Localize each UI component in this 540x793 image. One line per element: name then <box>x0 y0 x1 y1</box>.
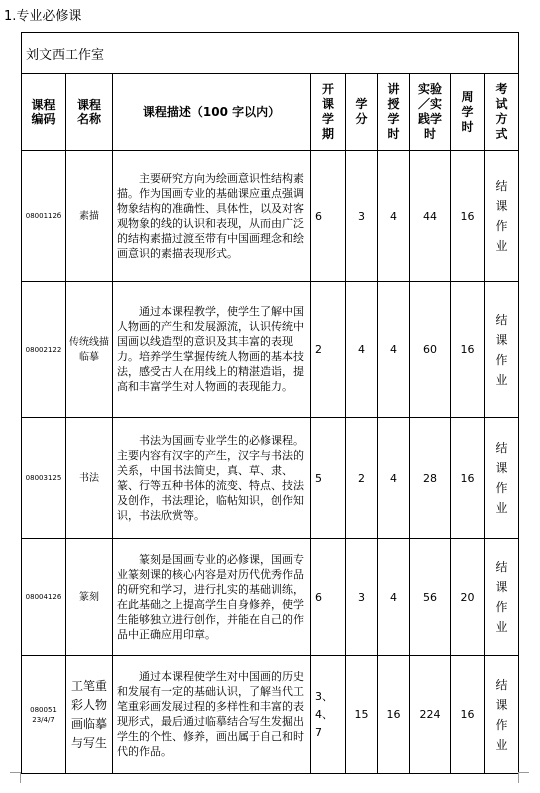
course-description: 书法为国画专业学生的必修课程。主要内容有汉字的产生，汉字与书法的关系，中国书法简史，真、草、隶、篆、行等五种书体的流变、特点、技法及创作，书法理论，临帖知识，创作知识，书法欣赏等。 <box>113 418 311 539</box>
course-code: 0800112б <box>22 151 66 282</box>
header-weeks: 周学时 <box>451 74 485 151</box>
course-lecture: 16 <box>378 656 410 774</box>
section-title: 1.专业必修课 <box>4 9 82 24</box>
course-lab: 224 <box>410 656 451 774</box>
header-lab-hours: 实验／实践学时 <box>410 74 451 151</box>
course-credit: 3 <box>346 151 378 282</box>
header-term: 开课学期 <box>311 74 346 151</box>
page-corner-mark-left <box>10 772 21 783</box>
course-name: 篆刻 <box>66 539 113 656</box>
course-lecture: 4 <box>378 539 410 656</box>
course-description: 通过本课程使学生对中国画的历史和发展有一定的基础认识，了解当代工笔重彩画发展过程的多样性和丰富的表现形式，最后通过临摹结合写生发掘出学生的个性、修养，画出属于自己和时代的作品。 <box>113 656 311 774</box>
course-name: 传统线描临摹 <box>66 282 113 418</box>
table-row <box>22 151 519 282</box>
course-code: 08003125 <box>22 418 66 539</box>
course-code: 08005123/4/7 <box>22 656 66 774</box>
table-row <box>22 418 519 539</box>
course-name: 素描 <box>66 151 113 282</box>
studio-row <box>22 33 519 74</box>
course-term: 5 <box>311 418 346 539</box>
course-name: 书法 <box>66 418 113 539</box>
course-credit: 4 <box>346 282 378 418</box>
header-name: 课程名称 <box>66 74 113 151</box>
course-lecture: 4 <box>378 282 410 418</box>
course-exam: 结课作业 <box>485 656 519 774</box>
course-lab: 44 <box>410 151 451 282</box>
course-term: 6 <box>311 539 346 656</box>
table-row <box>22 539 519 656</box>
table-row <box>22 656 519 774</box>
course-weeks: 20 <box>451 539 485 656</box>
course-credit: 15 <box>346 656 378 774</box>
header-row <box>22 74 519 151</box>
course-lab: 60 <box>410 282 451 418</box>
course-weeks: 16 <box>451 656 485 774</box>
course-description: 通过本课程教学，使学生了解中国人物画的产生和发展源流，认识传统中国画以线造型的意识及其丰富的表现力。培养学生掌握传统人物画的基本技法，感受古人在用线上的精湛造诣，提高和丰富学生对人物画的表现能力。 <box>113 282 311 418</box>
course-term: 2 <box>311 282 346 418</box>
course-lecture: 4 <box>378 418 410 539</box>
course-credit: 3 <box>346 539 378 656</box>
header-lecture-hours: 讲授学时 <box>378 74 410 151</box>
course-code: 08002122 <box>22 282 66 418</box>
header-credit: 学分 <box>346 74 378 151</box>
course-exam: 结课作业 <box>485 282 519 418</box>
course-weeks: 16 <box>451 151 485 282</box>
course-lab: 28 <box>410 418 451 539</box>
course-exam: 结课作业 <box>485 539 519 656</box>
table-row <box>22 282 519 418</box>
header-code: 课程编码 <box>22 74 66 151</box>
course-table <box>21 32 519 774</box>
studio-name: 刘文西工作室 <box>22 33 519 74</box>
page-corner-mark-right <box>518 772 529 783</box>
course-weeks: 16 <box>451 282 485 418</box>
course-lab: 56 <box>410 539 451 656</box>
course-description: 篆刻是国画专业的必修课，国画专业篆刻课的核心内容是对历代优秀作品的研究和学习，进行扎实的基础训练，在此基础之上提高学生自身修养，使学生能够独立进行创作，并能在自己的作品中正确应用印章。 <box>113 539 311 656</box>
header-exam: 考试方式 <box>485 74 519 151</box>
course-description: 主要研究方向为绘画意识性结构素描。作为国画专业的基础课应重点强调物象结构的准确性、具体性，以及对客观物象的线的认识和表现，从而由广泛的结构素描过渡至带有中国画理念和绘画意识的素描表现形式。 <box>113 151 311 282</box>
course-lecture: 4 <box>378 151 410 282</box>
course-credit: 2 <box>346 418 378 539</box>
course-code: 08004126 <box>22 539 66 656</box>
course-term: 6 <box>311 151 346 282</box>
header-description: 课程描述（100 字以内） <box>113 74 311 151</box>
course-weeks: 16 <box>451 418 485 539</box>
course-exam: 结课作业 <box>485 151 519 282</box>
course-name: 工笔重彩人物画临摹与写生 <box>66 656 113 774</box>
course-term: 3、4、7 <box>311 656 346 774</box>
course-exam: 结课作业 <box>485 418 519 539</box>
